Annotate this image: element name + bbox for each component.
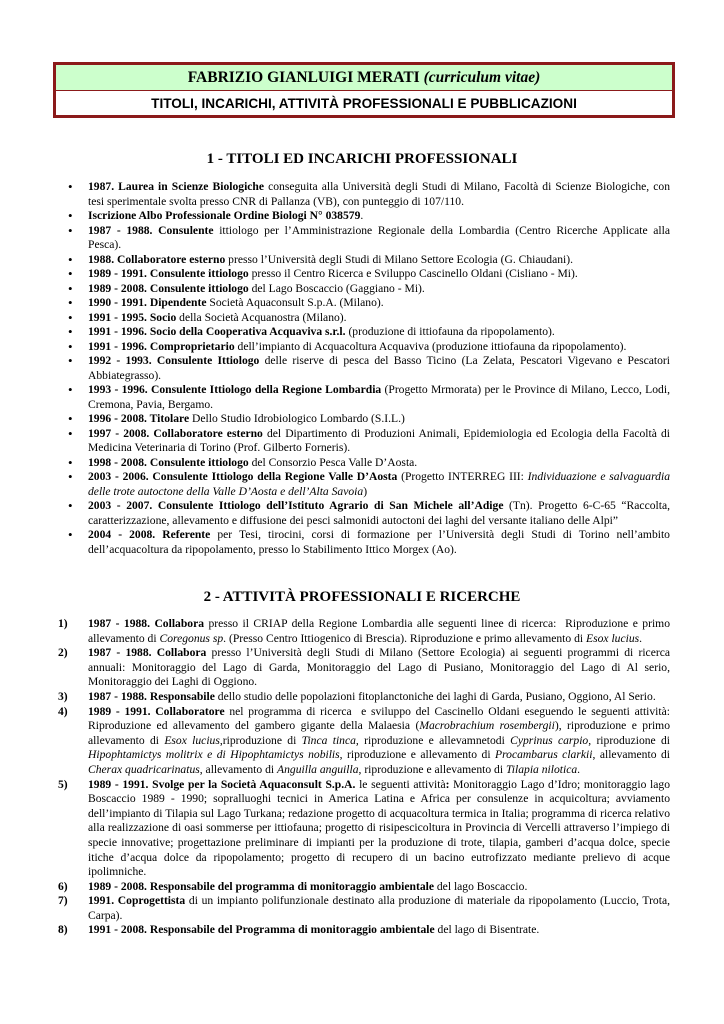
- item-number: 3): [58, 689, 68, 703]
- list-item: • Iscrizione Albo Professionale Ordine Biologi N° 038579.: [88, 209, 670, 224]
- item-heading: 1992 - 1993. Consulente Ittiologo: [88, 354, 260, 367]
- list-item: • 1997 - 2008. Collaboratore esterno del Dipartimento di Produzioni Animali, Epidemiologia ed Ecologia della Facoltà di Medicina Veterinaria di Torino (Prof. Gilberto Forneris).: [88, 427, 670, 456]
- item-heading: 1988. Collaboratore esterno: [88, 252, 226, 266]
- item-heading: 1998 - 2008. Consulente ittiologo: [88, 455, 249, 469]
- item-number: 1): [58, 617, 68, 630]
- item-text: 1987 - 1988. Collabora presso l’Università degli Studi di Milano (Settore Ecologia) ai seguenti programmi di ricerca annuali: Monitoraggio del Lago di Garda, Monitoraggio del Lago di Pusiano, Monitoraggio del Lago di Al serio, Monitoraggio dei Laghi di Oggiono.: [88, 646, 670, 689]
- list-item: [58, 646, 670, 690]
- list-item: • 2003 - 2007. Consulente Ittiologo dell’Istituto Agrario di San Michele all’Adige (Tn). Progetto 6-C-65 “Raccolta, caratterizzazione, allevamento e diffusione dei pesci salmonidi autoctoni dei laghi del versante italiano delle Alpi”: [88, 499, 670, 528]
- list-item: • 1989 - 2008. Consulente ittiologo del Lago Boscaccio (Gaggiano - Mi).: [88, 282, 670, 297]
- list-item: • 1991 - 1996. Comproprietario dell’impianto di Acquacoltura Acquaviva (produzione ittiofauna da ripopolamento).: [88, 340, 670, 355]
- item-text: 1987 - 1988. Responsabile dello studio delle popolazioni fitoplanctoniche dei laghi di Garda, Pusiano, Oggiono, Al Serio.: [88, 689, 656, 703]
- list-item: • 1998 - 2008. Consulente ittiologo del Consorzio Pesca Valle D’Aosta.: [88, 456, 670, 471]
- item-heading: 1991 - 1995. Socio: [88, 310, 177, 324]
- item-number: 7): [58, 894, 68, 908]
- person-name: FABRIZIO GIANLUIGI MERATI: [187, 69, 420, 86]
- item-heading: 1989 - 1991. Consulente ittiologo: [88, 267, 249, 280]
- list-item: • 1992 - 1993. Consulente Ittiologo delle riserve di pesca del Basso Ticino (La Zelata, Pescatori Vigevano e Pescatori Abbiategrasso).: [88, 354, 670, 383]
- list-item: • 2003 - 2006. Consulente Ittiologo della Regione Valle D’Aosta (Progetto INTERREG III: Individuazione e salvaguardia delle trote autoctone della Valle D’Aosta e dell’Alta Savoia): [88, 470, 670, 499]
- list-item: [58, 617, 670, 646]
- item-heading: 2004 - 2008. Referente: [88, 528, 211, 541]
- titles-list: [88, 180, 670, 557]
- item-heading: 1987 - 1988. Consulente: [88, 223, 214, 237]
- item-number: 2): [58, 646, 68, 660]
- list-item: • 1988. Collaboratore esterno presso l’Università degli Studi di Milano Settore Ecologia (G. Chiaudani).: [88, 253, 670, 268]
- header-subtitle: TITOLI, INCARICHI, ATTIVITÀ PROFESSIONALI E PUBBLICAZIONI: [151, 96, 577, 111]
- list-item: • 1991 - 1996. Socio della Cooperativa Acquaviva s.r.l. (produzione di ittiofauna da ripopolamento).: [88, 325, 670, 340]
- item-number: 4): [58, 704, 68, 718]
- list-item: • 1987 - 1988. Consulente ittiologo per l’Amministrazione Regionale della Lombardia (Centro Ricerche Applicate alla Pesca).: [88, 224, 670, 253]
- item-heading: 1991 - 1996. Socio della Cooperativa Acquaviva s.r.l.: [88, 325, 346, 338]
- cv-label: (curriculum vitae): [423, 69, 541, 86]
- section-2-title: 2 - ATTIVITÀ PROFESSIONALI E RICERCHE: [203, 589, 521, 605]
- list-item: • 1989 - 1991. Consulente ittiologo presso il Centro Ricerca e Sviluppo Cascinello Oldani (Cisliano - Mi).: [88, 267, 670, 282]
- item-text: 1989 - 2008. Responsabile del programma di monitoraggio ambientale del lago Boscaccio.: [88, 879, 528, 893]
- item-text: 1989 - 1991. Svolge per la Società Aquaconsult S.p.A. le seguenti attività: Monitoraggio Lago d’Idro; monitoraggio lago Boscaccio 1989 - 1990; sopralluoghi tecnici in America Latina e Africa per consulenze in acquicoltura; avviamento dell’impianto di Tilapia sul Lago Turkana; redazione progetto di acquacoltura termica in Italia; programma di ricerca relativo alla realizzazione di oasi sommerse per ittiofauna; progetto di risipescicoltura in Provincia di Vercelli attraverso l’impiego di specie innovative; progettazione preliminare di impianti per la produzione di trote, tilapia, gamberi d’acqua dolce, specie itiche d’acqua dolce da ripopolamento; progetto di recupero di un bacino eutrofizzato mediante prelievo di acque ipolimniche.: [88, 777, 670, 879]
- list-item: [58, 879, 670, 895]
- list-item: [58, 777, 670, 880]
- item-text: 1991. Coprogettista di un impianto polifunzionale destinato alla produzione di materiale da ripopolamento (Luccio, Trota, Carpa).: [88, 894, 670, 922]
- item-number: 5): [58, 777, 68, 791]
- item-heading: 1993 - 1996. Consulente Ittiologo della Regione Lombardia: [88, 383, 382, 396]
- item-heading: 2003 - 2007. Consulente Ittiologo dell’Istituto Agrario di San Michele all’Adige: [88, 499, 504, 512]
- list-item: [58, 689, 670, 705]
- item-heading: 1987. Laurea in Scienze Biologiche: [88, 180, 265, 193]
- item-text: 1987 - 1988. Collabora presso il CRIAP della Regione Lombardia alle seguenti linee di ricerca: Riproduzione e primo allevamento di Coregonus sp. (Presso Centro Ittiogenico di Brescia). Riproduzione e primo allevamento di Esox lucius.: [88, 617, 670, 645]
- section-1-title: 1 - TITOLI ED INCARICHI PROFESSIONALI: [206, 151, 518, 167]
- list-item: • 1996 - 2008. Titolare Dello Studio Idrobiologico Lombardo (S.I.L.): [88, 412, 670, 427]
- list-item: [58, 894, 670, 923]
- item-heading: 1991 - 1996. Comproprietario: [88, 339, 235, 353]
- item-italic: Individuazione e salvaguardia delle trote autoctone della Valle D’Aosta e dell’Alta Savoia: [88, 470, 670, 498]
- list-item: • 1987. Laurea in Scienze Biologiche conseguita alla Università degli Studi di Milano, Facoltà di Scienze Biologiche, con tesi sperimentale svolta presso CNR di Pallanza (VB), con punteggio di 107/110.: [88, 180, 670, 209]
- list-item: [58, 923, 670, 938]
- header-box: [53, 62, 675, 118]
- item-heading: 2003 - 2006. Consulente Ittiologo della Regione Valle D’Aosta: [88, 470, 398, 483]
- item-heading: 1990 - 1991. Dipendente: [88, 296, 207, 309]
- item-text: 1991 - 2008. Responsabile del Programma di monitoraggio ambientale del lago di Bisentrate.: [88, 923, 540, 937]
- item-heading: Iscrizione Albo Professionale Ordine Biologi N° 038579: [88, 209, 361, 222]
- list-item: [58, 704, 671, 778]
- header-title: [56, 65, 672, 91]
- item-number: 8): [58, 923, 68, 937]
- item-heading: 1989 - 2008. Consulente ittiologo: [88, 281, 249, 295]
- item-text: 1989 - 1991. Collaboratore nel programma di ricerca e sviluppo del Cascinello Oldani eseguendo le seguenti attività: Riproduzione ed allevamento del gambero gigante della Malaesia (Macrobrachium rosembergii), riproduzione e primo allevamento di Esox lucius,riproduzione di Tinca tinca, riproduzione e allevamnetodi Cyprinus carpio, riproduzione di Hipophtamictys molitrix e di Hipophtamictys nobilis, riproduzione e allevamento di Procambarus clarkii, allevamento di Cherax quadricarinatus, allevamento di Anguilla anguilla, riproduzione e allevamento di Tilapia nilotica.: [88, 704, 671, 776]
- list-item: • 1993 - 1996. Consulente Ittiologo della Regione Lombardia (Progetto Mrmorata) per le Province di Milano, Lecco, Lodi, Cremona, Pavia, Bergamo.: [88, 383, 670, 412]
- list-item: • 1991 - 1995. Socio della Società Acquanostra (Milano).: [88, 311, 670, 326]
- list-item: • 2004 - 2008. Referente per Tesi, tirocini, corsi di formazione per l’Università degli Studi di Torino nell’ambito dell’acquacoltura da ripopolamento, presso lo Stabilimento Ittico Morgex (Ao).: [88, 528, 670, 557]
- item-heading: 1997 - 2008. Collaboratore esterno: [88, 426, 263, 440]
- list-item: • 1990 - 1991. Dipendente Società Aquaconsult S.p.A. (Milano).: [88, 296, 670, 311]
- item-number: 6): [58, 879, 68, 893]
- item-heading: 1996 - 2008. Titolare: [88, 412, 190, 425]
- activities-list: [58, 617, 671, 938]
